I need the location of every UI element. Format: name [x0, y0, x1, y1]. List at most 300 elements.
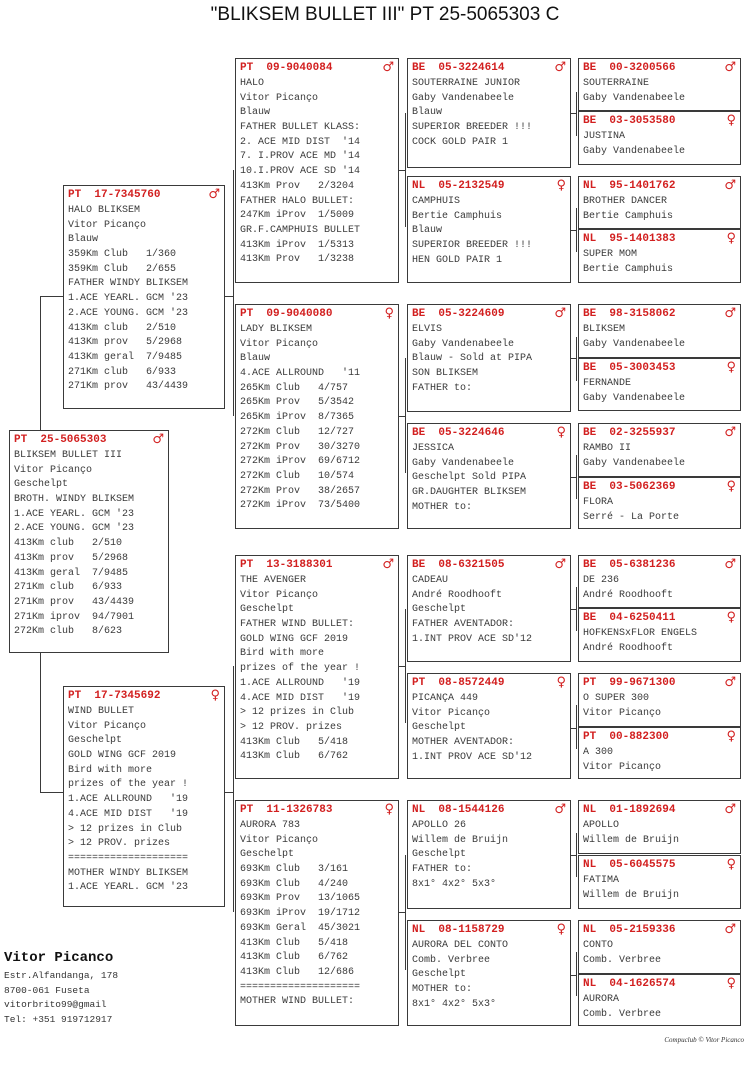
detail-line: Bird with more	[240, 648, 325, 660]
detail-line: Comb. Verbree	[583, 954, 662, 966]
detail-line: Willem de Bruijn	[583, 889, 680, 901]
detail-line: FATHER AVENTADOR:	[412, 619, 515, 631]
bird-name: THE AVENGER	[240, 575, 307, 586]
card-details	[240, 77, 394, 268]
female-symbol-icon: ♀	[726, 231, 736, 246]
pedigree-card-gen4[interactable]	[578, 423, 741, 477]
detail-line: 413Km Club 12/686	[240, 966, 355, 978]
ring-number: NL 08-1544126	[412, 803, 505, 816]
software-credit: Compuclub © Vitor Picanco	[664, 1036, 744, 1044]
card-header	[583, 479, 736, 494]
ring-number: NL 01-1892694	[583, 803, 676, 816]
detail-line: 271Km club 6/933	[68, 366, 177, 378]
male-symbol-icon: ♂	[382, 557, 394, 572]
detail-line: Geschelpt	[412, 722, 467, 734]
detail-line: SUPERIOR BREEDER !!!	[412, 122, 533, 134]
male-symbol-icon: ♂	[724, 425, 736, 440]
card-header	[412, 178, 566, 193]
bird-name: HALO	[240, 78, 265, 89]
detail-line: 8x1° 4x2° 5x3°	[412, 878, 497, 890]
pedigree-card-gen4[interactable]	[578, 974, 741, 1026]
detail-line: HEN GOLD PAIR 1	[412, 254, 503, 266]
card-header	[583, 113, 736, 128]
pedigree-card-gen4[interactable]	[578, 111, 741, 165]
detail-line: Serré - La Porte	[583, 511, 680, 523]
detail-line: 1.INT PROV ACE SD'12	[412, 751, 533, 763]
pedigree-card-gen4[interactable]	[578, 358, 741, 411]
ring-number: PT 17-7345760	[68, 188, 161, 201]
detail-line: 10.I.PROV ACE SD '14	[240, 166, 361, 178]
card-details	[583, 627, 736, 656]
detail-line: 359Km Club 1/360	[68, 249, 177, 261]
owner-postal: 8700-061 Fuseta	[4, 984, 90, 996]
ring-number: PT 25-5065303	[14, 433, 107, 446]
card-details	[583, 692, 736, 721]
bird-name: A 300	[583, 747, 614, 758]
detail-line: 413Km geral 7/9485	[14, 567, 129, 579]
ring-number: PT 13-3188301	[240, 558, 333, 571]
detail-line: André Roodhooft	[583, 589, 674, 601]
pedigree-card-dam[interactable]	[63, 686, 225, 907]
detail-line: MOTHER WINDY BLIKSEM	[68, 867, 189, 879]
male-symbol-icon: ♂	[554, 306, 566, 321]
card-details	[412, 939, 566, 1012]
card-details	[240, 819, 394, 1010]
bird-name: HOFKENSxFLOR ENGELS	[583, 628, 698, 639]
detail-line: 272Km Club 12/727	[240, 426, 355, 438]
card-header	[583, 178, 736, 193]
detail-line: Gaby Vandenabeele	[583, 92, 686, 104]
pedigree-card-gen4[interactable]	[578, 920, 741, 974]
detail-line: Blauw	[68, 234, 99, 246]
male-symbol-icon: ♂	[724, 557, 736, 572]
ring-number: PT 11-1326783	[240, 803, 333, 816]
card-details	[412, 574, 566, 647]
card-header	[240, 802, 394, 817]
card-details	[412, 442, 566, 515]
pedigree-card-gen4[interactable]	[578, 727, 741, 779]
owner-phone: Tel: +351 919712917	[4, 1013, 113, 1025]
bird-name: HALO BLIKSEM	[68, 205, 141, 216]
detail-line: Geschelpt	[240, 849, 295, 861]
detail-line: GOLD WING GCF 2019	[68, 750, 177, 762]
detail-line: GOLD WING GCF 2019	[240, 633, 349, 645]
detail-line: 265Km iProv 8/7365	[240, 412, 355, 424]
ring-number: BE 05-3224609	[412, 307, 505, 320]
detail-line: 693Km Club 3/161	[240, 864, 349, 876]
card-details	[583, 195, 736, 224]
pedigree-card-gen4[interactable]	[578, 673, 741, 727]
pedigree-card-gen4[interactable]	[578, 855, 741, 909]
male-symbol-icon: ♂	[554, 557, 566, 572]
detail-line: FATHER WINDY BLIKSEM	[68, 278, 189, 290]
bird-name: BROTHER DANCER	[583, 196, 668, 207]
owner-contact	[4, 950, 118, 1027]
card-details	[68, 204, 220, 395]
card-details	[583, 874, 736, 903]
detail-line: 265Km Prov 5/3542	[240, 397, 355, 409]
bird-name: RAMBO II	[583, 443, 632, 454]
bird-name: APOLLO 26	[412, 820, 467, 831]
card-header	[412, 60, 566, 75]
detail-line: Vitor Picanço	[412, 707, 491, 719]
female-symbol-icon: ♀	[726, 360, 736, 375]
ring-number: PT 17-7345692	[68, 689, 161, 702]
detail-line: 271Km prov 43/4439	[14, 596, 135, 608]
ring-number: NL 04-1626574	[583, 977, 676, 990]
detail-line: 4.ACE ALLROUND '11	[240, 368, 361, 380]
detail-line: Vitor Picanço	[68, 219, 147, 231]
detail-line: Geschelpt	[240, 604, 295, 616]
detail-line: Gaby Vandenabeele	[412, 338, 515, 350]
bird-name: JESSICA	[412, 443, 455, 454]
female-symbol-icon: ♀	[726, 729, 736, 744]
bird-name: AURORA	[583, 994, 620, 1005]
detail-line: 413Km Club 6/762	[240, 952, 349, 964]
card-header	[240, 557, 394, 572]
pedigree-card-dam-sire[interactable]	[235, 555, 399, 779]
ring-number: BE 08-6321505	[412, 558, 505, 571]
detail-line: Blauw	[240, 107, 271, 119]
card-header	[14, 432, 164, 447]
detail-line: 2. ACE MID DIST '14	[240, 136, 361, 148]
detail-line: FATHER to:	[412, 382, 473, 394]
detail-line: 4.ACE MID DIST '19	[240, 692, 361, 704]
detail-line: 272Km Prov 30/3270	[240, 441, 361, 453]
detail-line: GR.DAUGHTER BLIKSEM	[412, 487, 527, 499]
detail-line: 413Km prov 5/2968	[14, 552, 129, 564]
detail-line: André Roodhooft	[412, 589, 503, 601]
card-details	[583, 130, 736, 159]
detail-line: GR.F.CAMPHUIS BULLET	[240, 224, 361, 236]
pedigree-title: "BLIKSEM BULLET III" PT 25-5065303 C	[210, 4, 560, 25]
detail-line: Blauw - Sold at PIPA	[412, 353, 533, 365]
ring-number: NL 95-1401762	[583, 179, 676, 192]
card-header	[583, 557, 736, 572]
detail-line: Willem de Bruijn	[412, 834, 509, 846]
card-header	[412, 425, 566, 440]
ring-number: NL 05-2132549	[412, 179, 505, 192]
card-header	[583, 802, 736, 817]
ring-number: PT 99-9671300	[583, 676, 676, 689]
detail-line: ====================	[68, 852, 189, 864]
male-symbol-icon: ♂	[724, 60, 736, 75]
female-symbol-icon: ♀	[556, 178, 566, 193]
detail-line: 8x1° 4x2° 5x3°	[412, 998, 497, 1010]
ring-number: NL 08-1158729	[412, 923, 505, 936]
card-details	[583, 939, 736, 968]
ring-number: BE 98-3158062	[583, 307, 676, 320]
detail-line: Gaby Vandenabeele	[412, 92, 515, 104]
detail-line: MOTHER AVENTADOR:	[412, 737, 515, 749]
pedigree-card-gen3[interactable]	[407, 555, 571, 662]
pedigree-card-sire-sire[interactable]	[235, 58, 399, 283]
detail-line: 413Km geral 7/9485	[68, 351, 183, 363]
pedigree-card-dam-dam[interactable]	[235, 800, 399, 1026]
pedigree-card-gen3[interactable]	[407, 58, 571, 168]
female-symbol-icon: ♀	[556, 922, 566, 937]
detail-line: 272Km club 8/623	[14, 626, 123, 638]
detail-line: Geschelpt	[68, 735, 123, 747]
pedigree-card-gen4[interactable]	[578, 555, 741, 608]
bird-name: O SUPER 300	[583, 693, 650, 704]
ring-number: BE 03-5062369	[583, 480, 676, 493]
detail-line: Geschelpt	[412, 969, 467, 981]
card-header	[583, 360, 736, 375]
card-details	[583, 77, 736, 106]
bird-name: FERNANDE	[583, 378, 632, 389]
male-symbol-icon: ♂	[152, 432, 164, 447]
detail-line: Comb. Verbree	[412, 954, 491, 966]
ring-number: BE 03-3053580	[583, 114, 676, 127]
bird-name: SOUTERRAINE JUNIOR	[412, 78, 521, 89]
pedigree-card-gen4[interactable]	[578, 229, 741, 283]
detail-line: Vitor Picanço	[68, 720, 147, 732]
detail-line: Geschelpt	[412, 604, 467, 616]
bird-name: AURORA 783	[240, 820, 301, 831]
detail-line: 413Km Club 5/418	[240, 736, 349, 748]
detail-line: 4.ACE MID DIST '19	[68, 808, 189, 820]
pedigree-card-gen3[interactable]	[407, 176, 571, 283]
detail-line: 1.ACE YEARL. GCM '23	[68, 293, 189, 305]
detail-line: 247Km iProv 1/5009	[240, 210, 355, 222]
bird-name: PICANÇA 449	[412, 693, 479, 704]
bird-name: BLIKSEM BULLET III	[14, 450, 123, 461]
female-symbol-icon: ♀	[384, 802, 394, 817]
detail-line: Vitor Picanço	[583, 707, 662, 719]
pedigree-card-gen4[interactable]	[578, 608, 741, 662]
pedigree-card-subject[interactable]	[9, 430, 169, 653]
bird-name: WIND BULLET	[68, 706, 135, 717]
card-details	[68, 705, 220, 896]
bird-name: ELVIS	[412, 324, 443, 335]
card-details	[583, 574, 736, 603]
detail-line: MOTHER to:	[412, 501, 473, 513]
male-symbol-icon: ♂	[554, 802, 566, 817]
detail-line: Gaby Vandenabeele	[583, 457, 686, 469]
female-symbol-icon: ♀	[726, 113, 736, 128]
pedigree-card-gen4[interactable]	[578, 58, 741, 111]
detail-line: 693Km iProv 19/1712	[240, 908, 361, 920]
male-symbol-icon: ♂	[208, 187, 220, 202]
bird-name: JUSTINA	[583, 131, 626, 142]
pedigree-card-gen3[interactable]	[407, 920, 571, 1026]
detail-line: Geschelpt	[14, 479, 69, 491]
bird-name: SUPER MOM	[583, 249, 638, 260]
pedigree-card-gen4[interactable]	[578, 800, 741, 854]
detail-line: > 12 prizes in Club	[68, 823, 183, 835]
bird-name: CONTO	[583, 940, 614, 951]
card-header	[583, 729, 736, 744]
card-details	[583, 496, 736, 525]
detail-line: 413Km prov 5/2968	[68, 337, 183, 349]
card-header	[583, 922, 736, 937]
detail-line: 271Km prov 43/4439	[68, 381, 189, 393]
detail-line: Geschelpt Sold PIPA	[412, 472, 527, 484]
detail-line: FATHER BULLET KLASS:	[240, 122, 361, 134]
detail-line: 693Km Geral 45/3021	[240, 922, 361, 934]
pedigree-card-gen4[interactable]	[578, 304, 741, 358]
detail-line: 271Km club 6/933	[14, 582, 123, 594]
detail-line: SUPERIOR BREEDER !!!	[412, 240, 533, 252]
detail-line: prizes of the year !	[68, 779, 189, 791]
detail-line: Vitor Picanço	[240, 338, 319, 350]
detail-line: 7. I.PROV ACE MD '14	[240, 151, 361, 163]
pedigree-card-gen3[interactable]	[407, 673, 571, 779]
detail-line: 2.ACE YOUNG. GCM '23	[68, 307, 189, 319]
female-symbol-icon: ♀	[556, 675, 566, 690]
detail-line: 413Km club 2/510	[14, 538, 123, 550]
detail-line: Gaby Vandenabeele	[583, 145, 686, 157]
card-header	[240, 60, 394, 75]
detail-line: > 12 PROV. prizes	[240, 721, 343, 733]
detail-line: MOTHER to:	[412, 984, 473, 996]
detail-line: 2.ACE YOUNG. GCM '23	[14, 523, 135, 535]
detail-line: prizes of the year !	[240, 663, 361, 675]
card-header	[583, 306, 736, 321]
detail-line: 272Km iProv 69/6712	[240, 456, 361, 468]
pedigree-card-gen3[interactable]	[407, 800, 571, 909]
detail-line: 413Km iProv 1/5313	[240, 239, 355, 251]
ring-number: PT 08-8572449	[412, 676, 505, 689]
bird-name: APOLLO	[583, 820, 620, 831]
ring-number: BE 05-3224614	[412, 61, 505, 74]
card-details	[583, 746, 736, 775]
card-details	[240, 574, 394, 765]
pedigree-card-sire-dam[interactable]	[235, 304, 399, 529]
detail-line: 1.INT PROV ACE SD'12	[412, 633, 533, 645]
owner-name: Vitor Picanco	[4, 950, 114, 966]
female-symbol-icon: ♀	[726, 976, 736, 991]
card-details	[412, 692, 566, 765]
detail-line: 1.ACE YEARL. GCM '23	[68, 882, 189, 894]
card-details	[412, 77, 566, 150]
bird-name: FLORA	[583, 497, 614, 508]
bird-name: BLIKSEM	[583, 324, 626, 335]
male-symbol-icon: ♂	[554, 60, 566, 75]
detail-line: Blauw	[240, 353, 271, 365]
card-details	[412, 195, 566, 268]
card-header	[412, 306, 566, 321]
detail-line: 272Km Club 10/574	[240, 470, 355, 482]
detail-line: 413Km club 2/510	[68, 322, 177, 334]
pedigree-card-gen3[interactable]	[407, 423, 571, 529]
card-details	[240, 323, 394, 514]
detail-line: Bertie Camphuis	[412, 210, 503, 222]
male-symbol-icon: ♂	[724, 306, 736, 321]
detail-line: > 12 prizes in Club	[240, 707, 355, 719]
card-header	[583, 857, 736, 872]
card-header	[240, 306, 394, 321]
detail-line: 271Km iprov 94/7901	[14, 611, 135, 623]
card-header	[68, 688, 220, 703]
male-symbol-icon: ♂	[724, 178, 736, 193]
detail-line: 693Km Club 4/240	[240, 878, 349, 890]
detail-line: Vitor Picanço	[240, 92, 319, 104]
card-header	[583, 610, 736, 625]
owner-address: Estr.Alfandanga, 178	[4, 970, 119, 981]
card-details	[583, 442, 736, 471]
card-details	[14, 449, 164, 640]
card-header	[583, 231, 736, 246]
detail-line: Gaby Vandenabeele	[583, 392, 686, 404]
detail-line: 1.ACE YEARL. GCM '23	[14, 508, 135, 520]
pedigree-card-gen4[interactable]	[578, 176, 741, 229]
card-details	[412, 819, 566, 892]
ring-number: PT 00-882300	[583, 730, 669, 743]
owner-email[interactable]: vitorbrito99@gmail	[4, 999, 107, 1010]
ring-number: BE 00-3200566	[583, 61, 676, 74]
pedigree-card-sire[interactable]	[63, 185, 225, 409]
card-header	[412, 802, 566, 817]
male-symbol-icon: ♂	[724, 802, 736, 817]
detail-line: 272Km iProv 73/5400	[240, 500, 361, 512]
female-symbol-icon: ♀	[726, 610, 736, 625]
detail-line: Bird with more	[68, 764, 153, 776]
female-symbol-icon: ♀	[726, 857, 736, 872]
detail-line: 413Km Club 5/418	[240, 937, 349, 949]
detail-line: Blauw	[412, 225, 443, 237]
detail-line: Gaby Vandenabeele	[412, 457, 515, 469]
pedigree-card-gen3[interactable]	[407, 304, 571, 412]
female-symbol-icon: ♀	[210, 688, 220, 703]
detail-line: André Roodhooft	[583, 642, 674, 654]
detail-line: ====================	[240, 981, 361, 993]
ring-number: BE 04-6250411	[583, 611, 676, 624]
bird-name: CADEAU	[412, 575, 449, 586]
card-details	[583, 248, 736, 277]
card-details	[583, 377, 736, 406]
ring-number: BE 05-6381236	[583, 558, 676, 571]
bird-name: AURORA DEL CONTO	[412, 940, 509, 951]
card-header	[68, 187, 220, 202]
card-details	[583, 323, 736, 352]
card-header	[583, 976, 736, 991]
bird-name: SOUTERRAINE	[583, 78, 650, 89]
detail-line: 1.ACE ALLROUND '19	[68, 794, 189, 806]
detail-line: 693Km Prov 13/1065	[240, 893, 361, 905]
card-details	[583, 819, 736, 848]
card-header	[412, 675, 566, 690]
card-header	[583, 60, 736, 75]
detail-line: FATHER HALO BULLET:	[240, 195, 355, 207]
card-details	[583, 993, 736, 1022]
ring-number: NL 05-2159336	[583, 923, 676, 936]
female-symbol-icon: ♀	[384, 306, 394, 321]
pedigree-card-gen4[interactable]	[578, 477, 741, 529]
detail-line: SON BLIKSEM	[412, 368, 479, 380]
detail-line: Bertie Camphuis	[583, 210, 674, 222]
card-details	[412, 323, 566, 396]
detail-line: COCK GOLD PAIR 1	[412, 136, 509, 148]
detail-line: 265Km Club 4/757	[240, 382, 349, 394]
detail-line: Geschelpt	[412, 849, 467, 861]
detail-line: Gaby Vandenabeele	[583, 338, 686, 350]
detail-line: 413Km Club 6/762	[240, 751, 349, 763]
ring-number: NL 05-6045575	[583, 858, 676, 871]
ring-number: NL 95-1401383	[583, 232, 676, 245]
detail-line: Blauw	[412, 107, 443, 119]
detail-line: 1.ACE ALLROUND '19	[240, 677, 361, 689]
detail-line: Vitor Picanço	[240, 834, 319, 846]
bird-name: FATIMA	[583, 875, 620, 886]
ring-number: BE 05-3003453	[583, 361, 676, 374]
detail-line: 359Km Club 2/655	[68, 263, 177, 275]
card-header	[412, 922, 566, 937]
detail-line: 413Km Prov 2/3204	[240, 180, 355, 192]
detail-line: Bertie Camphuis	[583, 263, 674, 275]
detail-line: FATHER to:	[412, 864, 473, 876]
